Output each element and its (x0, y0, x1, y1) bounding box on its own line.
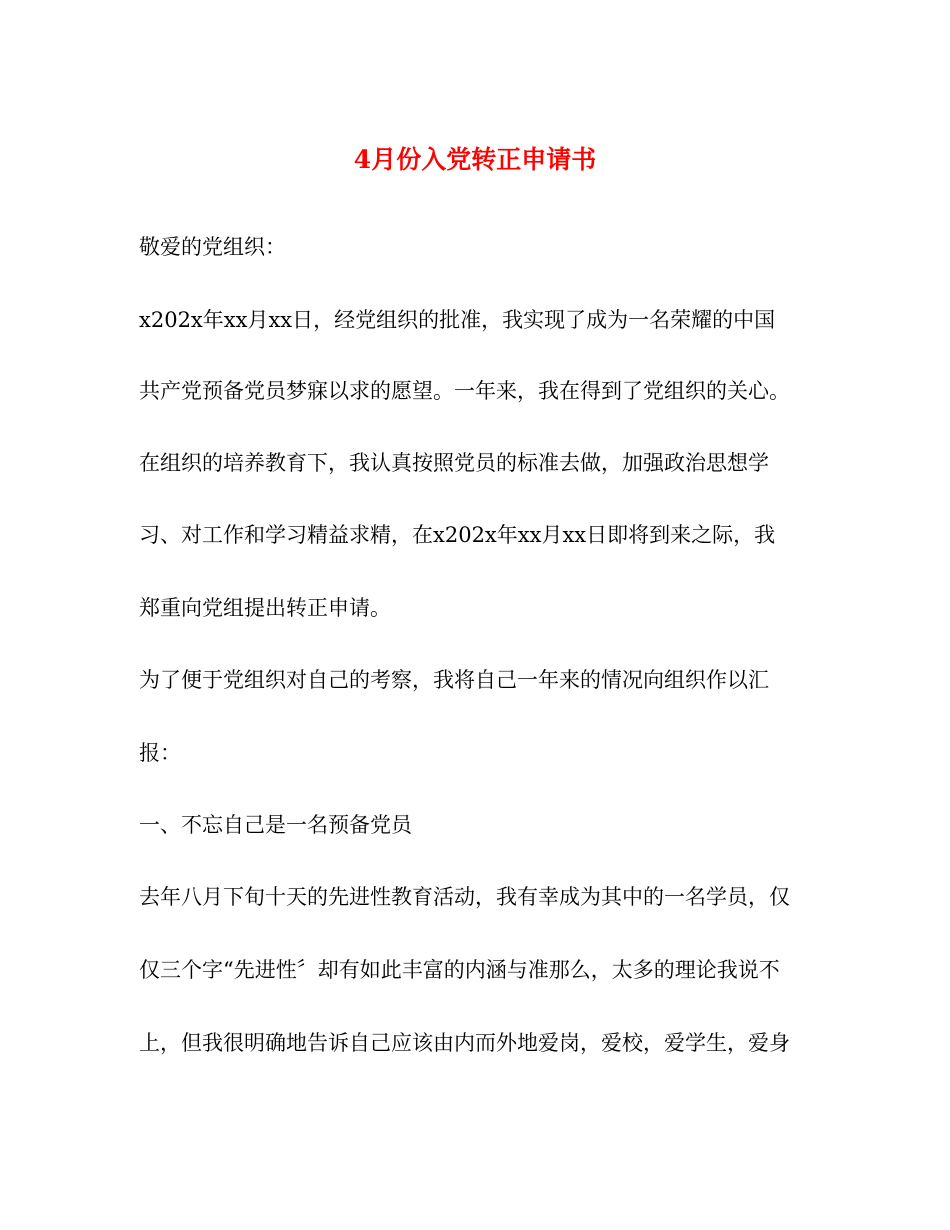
body-line: 共产党预备党员梦寐以求的愿望。一年来，我在得到了党组织的关心。 (139, 379, 790, 403)
section-heading: 一、不忘自己是一名预备党员 (139, 813, 412, 837)
body-line: x202x年xx月xx日，经党组织的批准，我实现了成为一名荣耀的中国 (139, 308, 776, 332)
body-line: 习、对工作和学习精益求精，在x202x年xx月xx日即将到来之际，我 (139, 523, 776, 547)
body-line: 在组织的培养教育下，我认真按照党员的标准去做，加强政治思想学 (139, 451, 769, 475)
body-line: 报： (139, 741, 181, 765)
body-line: 仅三个字“先进性〞却有如此丰富的内涵与准那么，太多的理论我说不 (139, 958, 780, 982)
body-line: 郑重向党组提出转正申请。 (139, 596, 391, 620)
body-line: 去年八月下旬十天的先进性教育活动，我有幸成为其中的一名学员，仅 (139, 885, 790, 909)
body-line: 为了便于党组织对自己的考察，我将自己一年来的情况向组织作以汇 (139, 668, 769, 692)
document-title: 4月份入党转正申请书 (353, 145, 597, 174)
salutation: 敬爱的党组织： (139, 235, 286, 259)
body-line: 上，但我很明确地告诉自己应该由内而外地爱岗，爱校，爱学生，爱身 (139, 1031, 790, 1055)
